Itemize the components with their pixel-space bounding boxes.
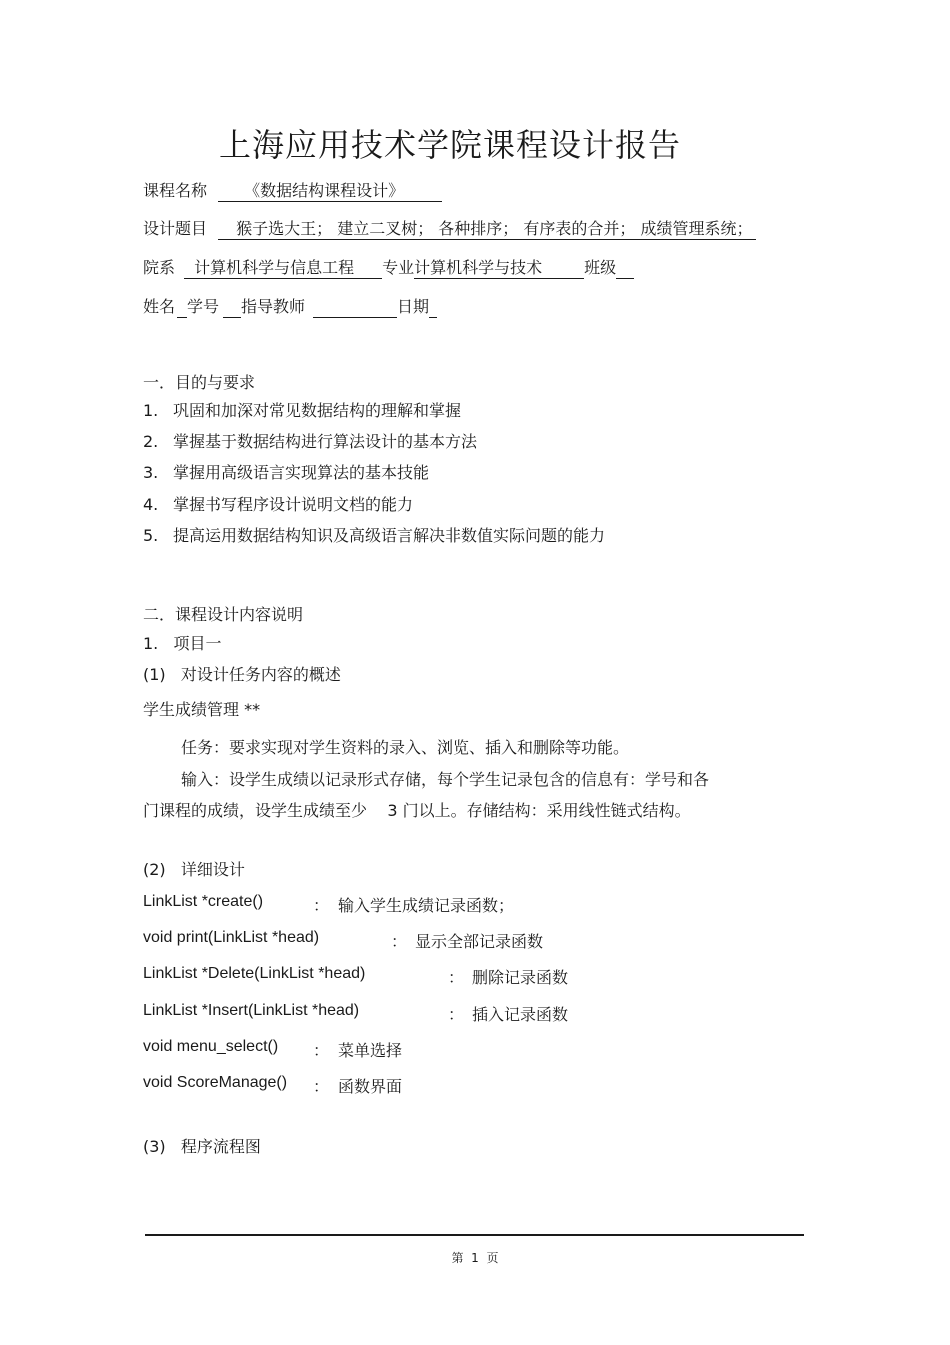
list-item [143,494,413,516]
dept-row [143,257,634,279]
function-signature: void menu_select() [143,1038,279,1055]
subsection-detail-design: (2) 详细设计 [143,860,245,879]
list-item [143,431,477,453]
id-label: 学号 [187,297,220,316]
list-item [143,525,605,547]
function-signature: void print(LinkList *head) [143,929,320,946]
project-heading: 1. 项目一 [143,634,222,653]
teacher-blank [313,317,397,318]
name-label: 姓名 [143,297,176,316]
function-signature: LinkList *Delete(LinkList *head) [143,965,366,982]
id-blank [223,317,241,318]
topic-value: 猴子选大王； 建立二叉树； 各种排序； 有序表的合并； 成绩管理系统； [218,219,756,240]
subsection-flowchart: (3) 程序流程图 [143,1137,261,1156]
function-description: 函数界面 [338,1077,403,1096]
list-item-number: 1. [143,401,159,420]
function-colon: ： [313,896,330,915]
topic-row [143,218,756,240]
function-description: 菜单选择 [338,1041,403,1060]
function-colon: ： [391,932,408,951]
topic-label: 设计题目 [143,219,208,238]
function-signature: void ScoreManage() [143,1074,288,1091]
list-item-number: 3. [143,463,159,482]
footer-divider [145,1234,804,1236]
list-item-text: 提高运用数据结构知识及高级语言解决非数值实际问题的能力 [173,526,606,545]
input-paragraph-line2: 门课程的成绩，设学生成绩至少 3 门以上。存储结构：采用线性链式结构。 [143,801,691,820]
name-row [143,296,437,318]
major-label: 专业 [382,258,415,277]
document-title: 上海应用技术学院课程设计报告 [218,126,681,164]
function-colon: ： [448,1005,465,1024]
date-blank [429,317,437,318]
list-item-text: 掌握书写程序设计说明文档的能力 [173,495,414,514]
function-description: 插入记录函数 [472,1005,569,1024]
teacher-label: 指导教师 [241,297,306,316]
class-label: 班级 [584,258,617,277]
list-item-number: 2. [143,432,159,451]
task-paragraph: 任务：要求实现对学生资料的录入、浏览、插入和删除等功能。 [181,738,630,757]
class-blank [616,278,634,279]
list-item [143,400,461,422]
function-description: 输入学生成绩记录函数； [338,896,515,915]
list-item-text: 巩固和加深对常见数据结构的理解和掌握 [173,401,462,420]
subsection-overview: (1) 对设计任务内容的概述 [143,665,341,684]
name-blank [177,317,187,318]
function-colon: ： [448,968,465,987]
section2-heading: 二．课程设计内容说明 [143,605,304,624]
list-item [143,462,429,484]
course-row [143,180,442,202]
system-name: 学生成绩管理 ** [143,700,261,719]
list-item-text: 掌握用高级语言实现算法的基本技能 [173,463,430,482]
course-value: 《数据结构课程设计》 [218,181,442,202]
input-paragraph-line1: 输入：设学生成绩以记录形式存储，每个学生记录包含的信息有：学号和各 [181,770,710,789]
dept-label: 院系 [143,258,176,277]
major-value: 计算机科学与技术 [414,258,584,279]
section1-heading: 一．目的与要求 [143,373,256,392]
function-colon: ： [313,1041,330,1060]
function-signature: LinkList *create() [143,893,264,910]
function-signature: LinkList *Insert(LinkList *head) [143,1002,360,1019]
function-description: 显示全部记录函数 [415,932,544,951]
function-description: 删除记录函数 [472,968,569,987]
page-number: 第 1 页 [451,1251,499,1265]
list-item-text: 掌握基于数据结构进行算法设计的基本方法 [173,432,478,451]
date-label: 日期 [397,297,430,316]
course-label: 课程名称 [143,181,208,200]
dept-value: 计算机科学与信息工程 [184,258,382,279]
list-item-number: 4. [143,495,159,514]
function-colon: ： [313,1077,330,1096]
list-item-number: 5. [143,526,159,545]
